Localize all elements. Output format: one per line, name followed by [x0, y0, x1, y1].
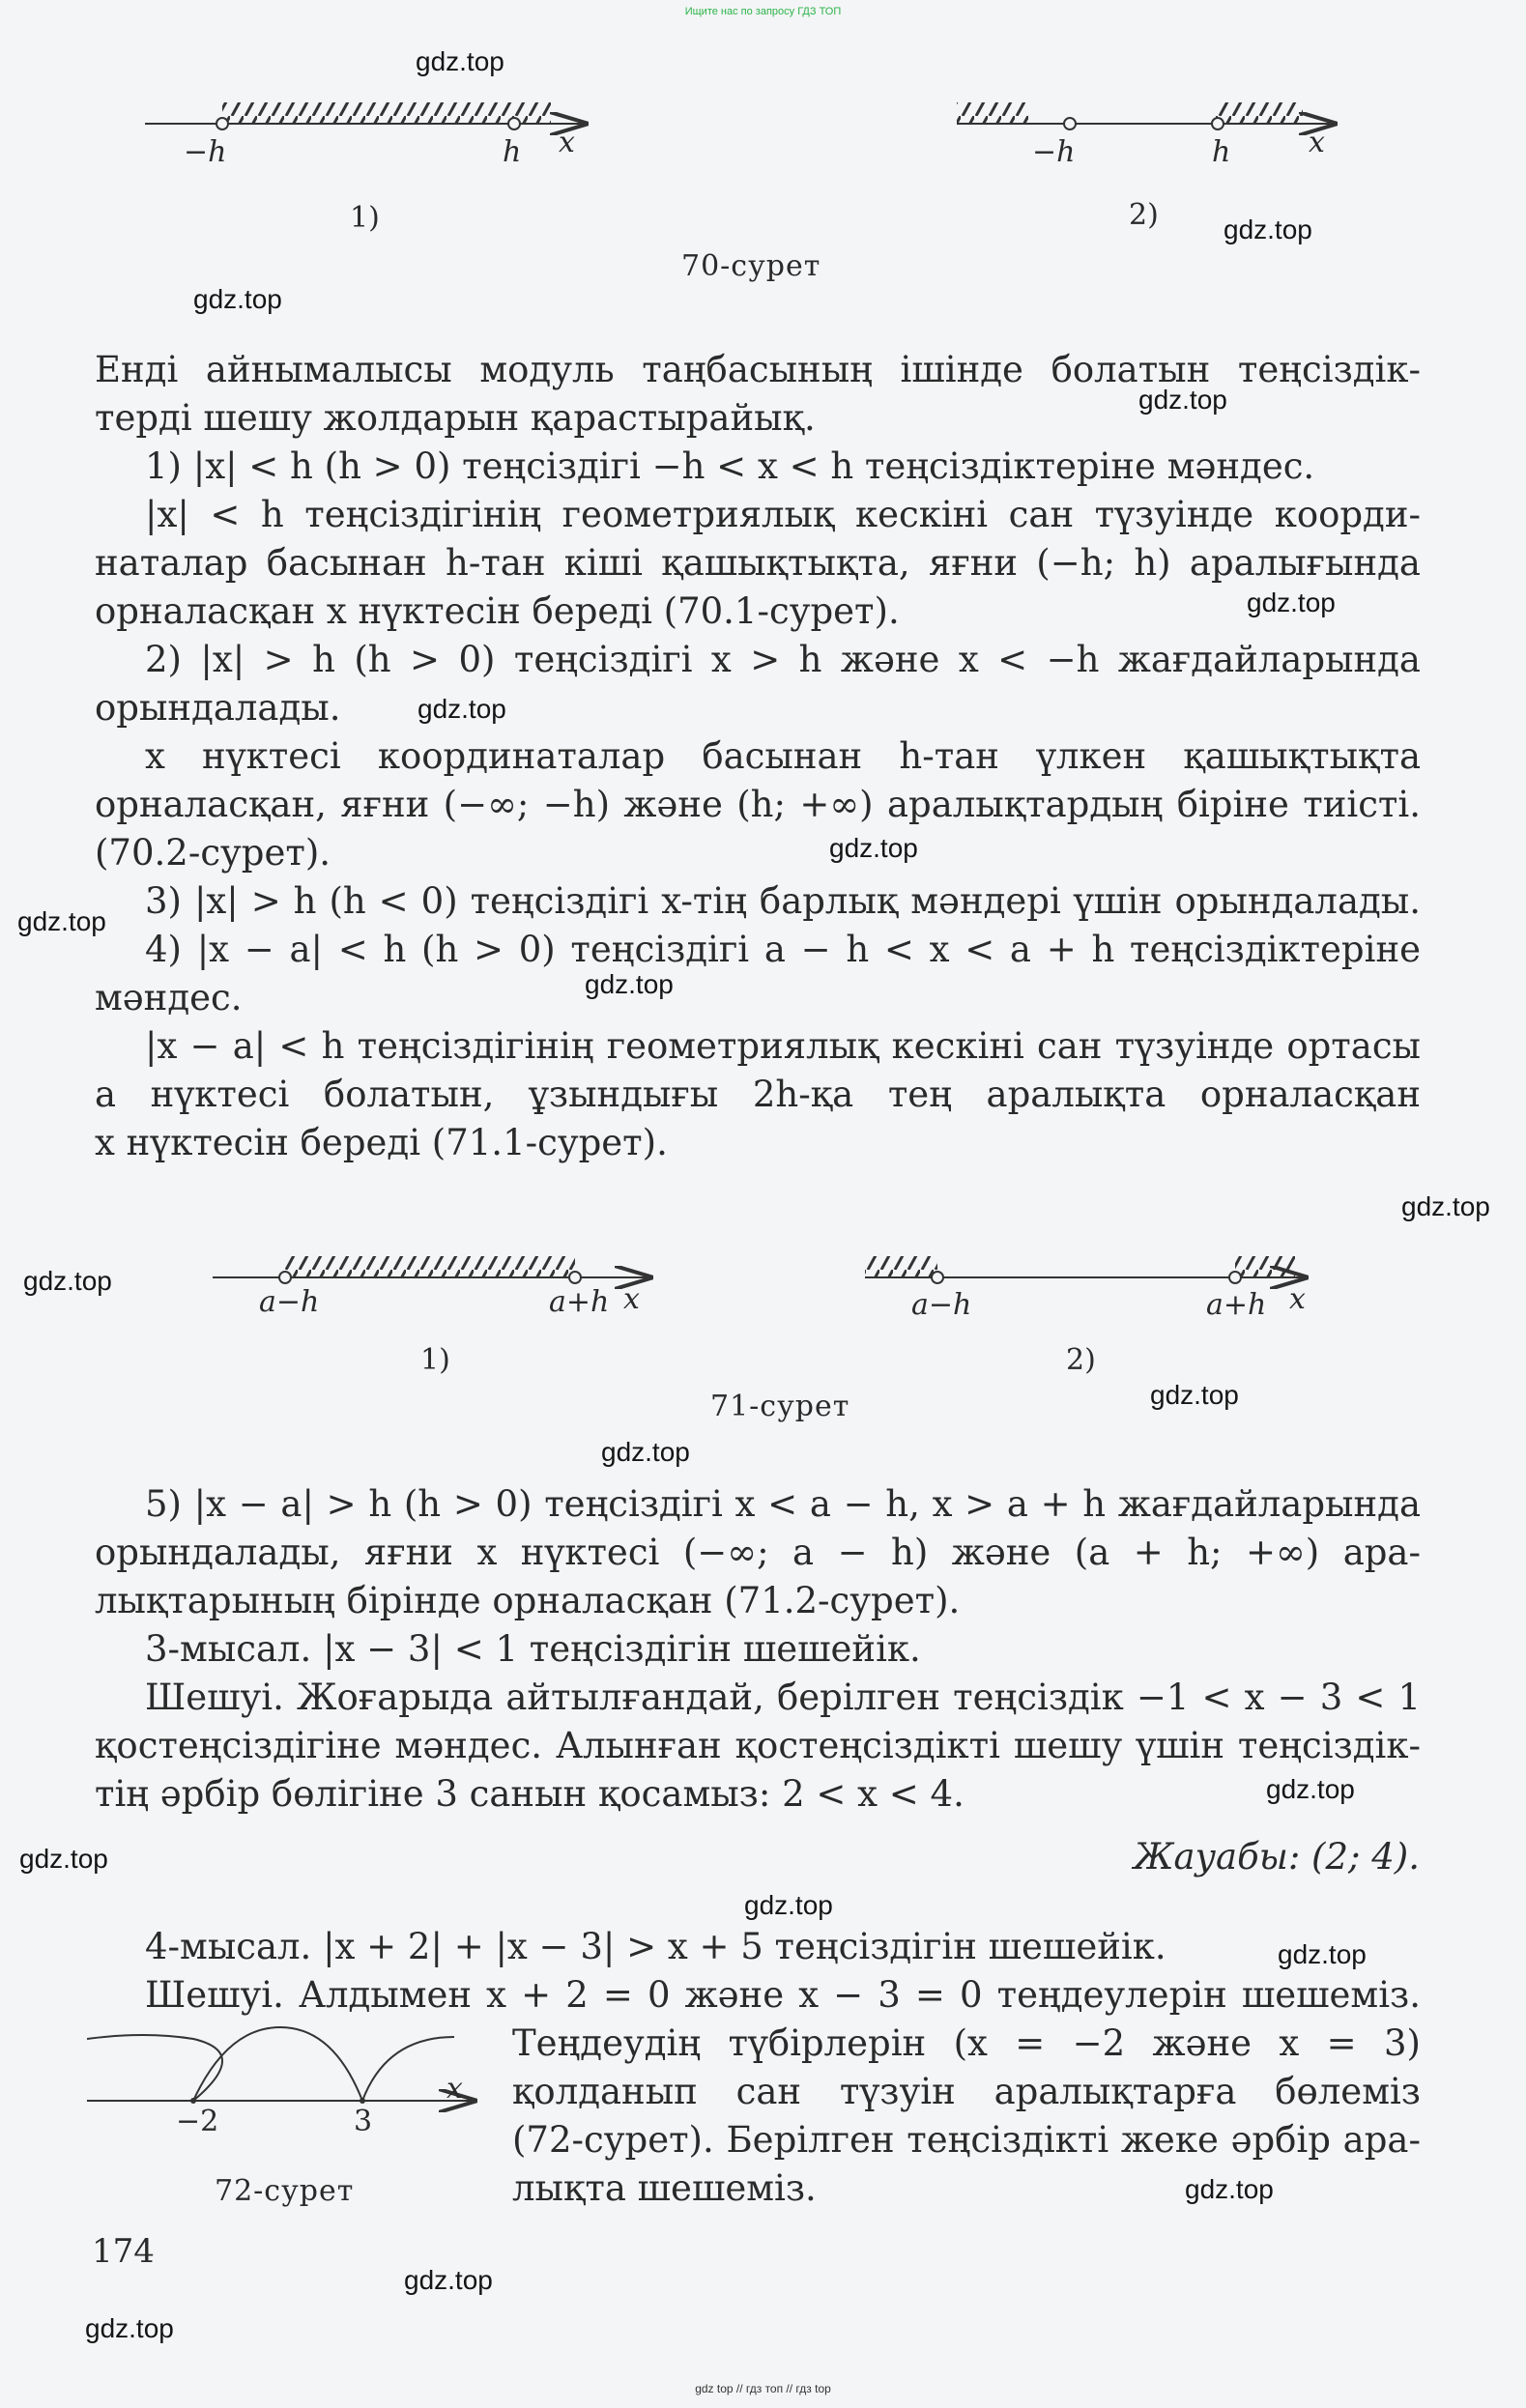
para-line: 2) |x| > h (h > 0) теңсіздігі x > h және x < −h жағдайларында: [145, 639, 1421, 680]
fig71-1-axis-label: x: [623, 1282, 640, 1316]
para-line: 1) |x| < h (h > 0) теңсіздігі −h < x < h теңсіздіктеріне мәндес.: [145, 445, 1315, 487]
para-line: Теңдеудің түбірлерін (x = −2 және x = 3): [512, 2022, 1421, 2064]
fig70-2-pos-label: h: [1212, 135, 1231, 169]
fig70-1-pos-label: h: [503, 135, 522, 169]
fig71-2-neg-label: a−h: [911, 1288, 972, 1322]
watermark: gdz.top: [585, 969, 674, 999]
watermark: gdz.top: [85, 2313, 174, 2343]
para-line: лықтарының бірінде орналасқан (71.2-сурет).: [95, 1580, 961, 1621]
page-number: 174: [92, 2232, 155, 2271]
fig71-1-neg-label: a−h: [259, 1285, 320, 1319]
watermark: gdz.top: [17, 906, 106, 936]
fig71-line-2: [865, 1256, 1305, 1283]
fig71-2-pos-label: a+h: [1206, 1288, 1267, 1322]
para-line: мәндес.: [95, 977, 243, 1018]
watermark: gdz.top: [744, 1890, 833, 1920]
watermark: gdz.top: [23, 1266, 112, 1296]
fig72-neg-label: −2: [176, 2105, 219, 2138]
watermark: gdz.top: [1224, 215, 1312, 244]
fig71-1-number: 1): [420, 1343, 450, 1377]
para-line: қостеңсіздігіне мәндес. Алынған қостеңсіздікті шешу үшін теңсіздік-: [95, 1725, 1421, 1766]
fig71-1-pos-label: a+h: [549, 1285, 610, 1319]
watermark: gdz.top: [19, 1844, 108, 1874]
top-banner[interactable]: Ищите нас по запросу ГДЗ ТОП: [684, 6, 842, 17]
para-line: (70.2-сурет).: [95, 832, 331, 874]
watermark: gdz.top: [193, 284, 282, 314]
watermark: gdz.top: [829, 833, 918, 863]
fig72-pos-label: 3: [354, 2105, 373, 2138]
para-line: 4) |x − a| < h (h > 0) теңсіздігі a − h < x < a + h теңсіздіктеріне: [145, 929, 1421, 970]
fig70-line-2: [957, 102, 1334, 129]
watermark: gdz.top: [1401, 1191, 1490, 1221]
fig72-axis-label: x: [446, 2072, 463, 2106]
fig71-2-number: 2): [1066, 1343, 1096, 1377]
answer: Жауабы: (2; 4).: [1133, 1836, 1420, 1878]
watermark: gdz.top: [1138, 385, 1227, 415]
para-line: x нүктесі координаталар басынан h-тан үлкен қашықтықта: [145, 735, 1421, 777]
figure-70: [135, 95, 1353, 191]
fig70-1-neg-label: −h: [184, 135, 227, 169]
watermark: gdz.top: [416, 46, 504, 76]
para-line: Енді айнымалысы модуль таңбасының ішінде болатын теңсіздік-: [95, 349, 1421, 390]
para-line: |x − a| < h теңсіздігінің геометриялық кескіні сан түзуінде ортасы: [145, 1025, 1421, 1067]
fig70-2-neg-label: −h: [1032, 135, 1076, 169]
para-line: a нүктесі болатын, ұзындығы 2h-қа тең аралықта орналасқан: [95, 1074, 1421, 1115]
figure-71: [203, 1248, 1324, 1306]
example-4-heading: 4-мысал. |x + 2| + |x − 3| > x + 5 теңсіздігін шешейік.: [145, 1926, 1166, 1967]
para-line: 3) |x| > h (h < 0) теңсіздігі x-тің барлық мәндері үшін орындалады.: [145, 880, 1421, 922]
fig70-1-number: 1): [350, 201, 380, 235]
fig70-line-1: [145, 102, 585, 129]
watermark: gdz.top: [1266, 1774, 1355, 1804]
para-line: терді шешу жолдарын қарастырайық.: [95, 397, 816, 439]
watermark: gdz.top: [1185, 2174, 1274, 2204]
fig70-2-axis-label: x: [1309, 126, 1325, 159]
fig70-caption: 70-сурет: [681, 249, 821, 283]
para-line: орналасқан x нүктесін береді (70.1-сурет).: [95, 590, 900, 632]
example-3-heading: 3-мысал. |x − 3| < 1 теңсіздігін шешейік.: [145, 1628, 921, 1670]
para-line: наталар басынан h-тан кіші қашықтықта, яғни (−h; h) аралығында: [95, 542, 1421, 584]
para-line: орындалады.: [95, 687, 341, 729]
fig71-2-axis-label: x: [1289, 1282, 1306, 1316]
watermark: gdz.top: [1278, 1939, 1367, 1969]
fig71-line-1: [213, 1256, 649, 1283]
watermark: gdz.top: [1247, 588, 1336, 617]
para-line: орындалады, яғни x нүктесі (−∞; a − h) және (a + h; +∞) ара-: [95, 1532, 1421, 1573]
watermark: gdz.top: [404, 2265, 493, 2295]
para-line: тің әрбір бөлігіне 3 санын қосамыз: 2 < x < 4.: [95, 1773, 965, 1815]
bottom-banner[interactable]: gdz top // гдз топ // гдз top: [695, 2382, 831, 2395]
fig70-1-axis-label: x: [559, 126, 575, 159]
fig72-caption: 72-сурет: [215, 2174, 355, 2208]
watermark: gdz.top: [1150, 1380, 1239, 1410]
figure-72: [87, 2018, 493, 2124]
watermark: gdz.top: [417, 694, 506, 724]
para-line: Шешуі. Жоғарыда айтылғандай, берілген теңсіздік −1 < x − 3 < 1: [145, 1677, 1421, 1718]
para-line: (72-сурет). Берілген теңсіздікті жеке әрбір ара-: [512, 2119, 1421, 2161]
para-line: Шешуі. Алдымен x + 2 = 0 және x − 3 = 0 теңдеулерін шешеміз.: [145, 1974, 1421, 2016]
para-line: лықта шешеміз.: [512, 2167, 817, 2209]
watermark: gdz.top: [601, 1437, 690, 1467]
para-line: орналасқан, яғни (−∞; −h) және (h; +∞) аралықтардың біріне тиісті.: [95, 784, 1421, 825]
para-line: қолданып сан түзуін аралықтарға бөлеміз: [512, 2071, 1421, 2112]
para-line: x нүктесін береді (71.1-сурет).: [95, 1122, 668, 1163]
para-line: 5) |x − a| > h (h > 0) теңсіздігі x < a − h, x > a + h жағдайларында: [145, 1483, 1421, 1525]
fig71-caption: 71-сурет: [710, 1390, 850, 1423]
fig70-2-number: 2): [1129, 198, 1159, 232]
para-line: |x| < h теңсіздігінің геометриялық кескіні сан түзуінде коорди-: [145, 494, 1421, 535]
